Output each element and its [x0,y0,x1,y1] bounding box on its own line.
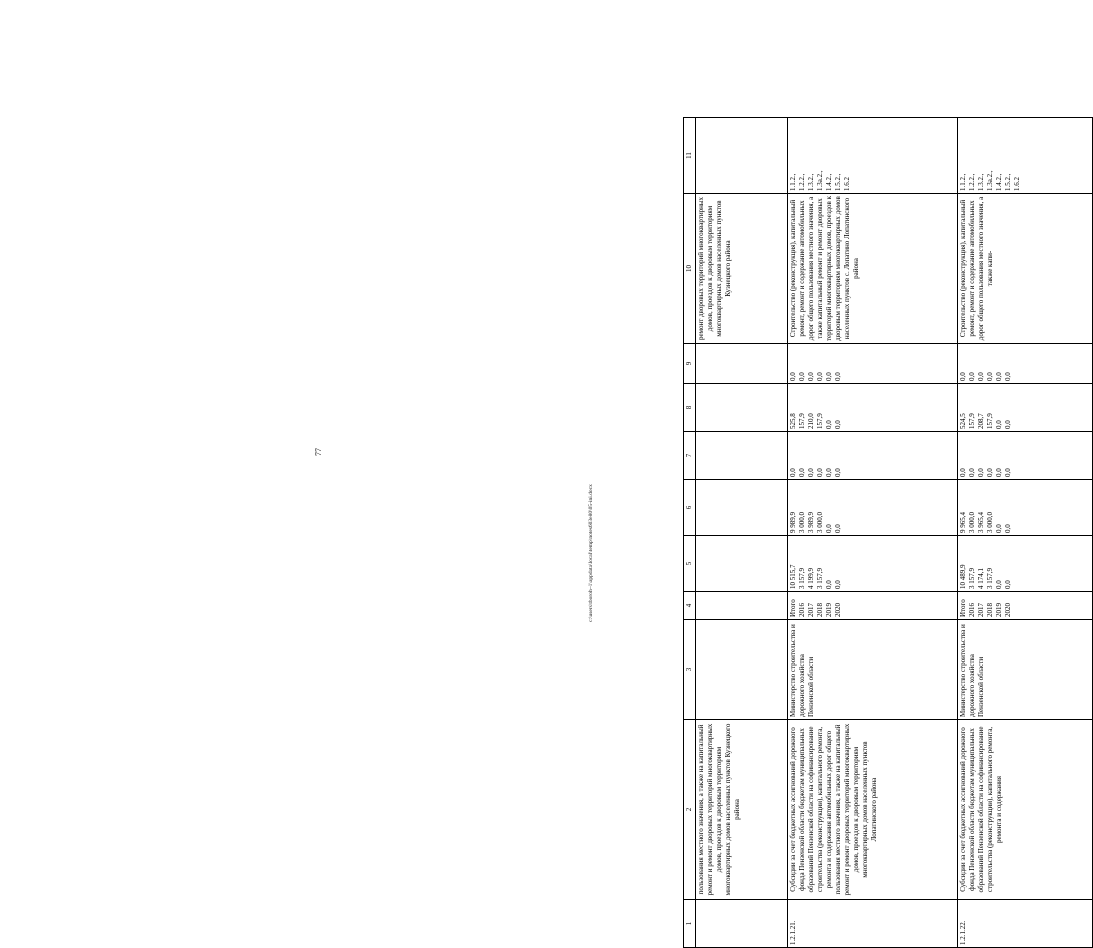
local-budget-cell [788,384,958,432]
amount-value: 0,0 [789,468,797,477]
year-cell [696,592,788,620]
amount-value: 0,0 [995,420,1003,429]
executor-cell [696,620,788,720]
amount-value: 0,0 [834,372,842,381]
amount-value: 0,0 [825,420,833,429]
amount-value: 0,0 [798,468,806,477]
footer-file-path: c:\users\tboroh~1\appdata\local\temp\notes603e80\05-ini.docx [588,484,594,622]
indicator-ref: 1.1.2., [789,173,797,191]
indicator-ref: 1.3а.2., [986,170,994,191]
header-cell: 3 [684,620,696,720]
amount-value: 4 199,9 [807,568,815,589]
measure-name-cell: Субсидии за счет бюджетных ассигнований дорожного фонда Пензенской области бюджетам муниципальных образований Пензенской области на софинансирование строительства (реконструкции), капитального ремонта, ремонта и содержания автомобильных дорог общего пользования местного значения, а также на капитальный ремонт и ремонт дворовых территорий многоквартирных домов, проездов к дворовым территориям многоквартирных домов населенных пунктов Лопатинского района [788,720,958,900]
indicator-ref: 1.2.2., [798,173,806,191]
amount-value: 0,0 [807,372,815,381]
amount-value: 0,0 [816,468,824,477]
year-label: 2019 [995,603,1003,617]
header-cell: 1 [684,900,696,948]
year-label: 2020 [1004,603,1012,617]
year-cell [958,592,1093,620]
amount-value: 208,7 [977,413,985,429]
total-cell [788,536,958,592]
result-cell: Строительство (реконструкция), капитальный ремонт, ремонт и содержание автомобильных дорог общего пользования местного значения, а также капитальный ремонт и ремонт дворовых территорий многоквартирных домов, проездов к дворовым территориям многоквартирных домов населенных пунктов с. Лопатино Лопатинского района [788,194,958,344]
header-cell: 9 [684,344,696,384]
executor-cell: Министерство строительства и дорожного хозяйства Пензенской области [958,620,1093,720]
amount-value: 3 157,9 [798,568,806,589]
year-label: 2018 [986,603,994,617]
amount-value: 0,0 [1004,524,1012,533]
header-cell: 8 [684,384,696,432]
table-row [788,118,958,948]
amount-value: 0,0 [1004,580,1012,589]
amount-value: 4 174,1 [977,568,985,589]
amount-value: 10 489,9 [959,564,967,589]
indicator-ref: 1.5.2., [834,173,842,191]
amount-value: 0,0 [816,372,824,381]
regional-budget-cell [958,480,1093,536]
indicator-ref: 1.6.2 [1013,177,1021,191]
amount-value: 0,0 [959,468,967,477]
indicator-ref: 1.4.2., [995,173,1003,191]
year-label: 2019 [825,603,833,617]
year-label: Итого [789,599,797,617]
header-cell: 4 [684,592,696,620]
amount-value: 0,0 [834,468,842,477]
row-number-cell: 1.2.1.21. [788,900,958,948]
indicator-ref: 1.3а.2., [816,170,824,191]
other-sources-cell [958,344,1093,384]
row-number-cell: 1.2.1.22. [958,900,1093,948]
amount-value: 3 989,9 [807,512,815,533]
header-row [684,118,696,948]
amount-value: 3 157,9 [816,568,824,589]
amount-value: 0,0 [986,468,994,477]
year-label: 2016 [968,603,976,617]
row-number-cell [696,900,788,948]
program-table [683,118,1093,948]
total-cell [958,536,1093,592]
amount-value: 157,9 [798,413,806,429]
header-cell: 7 [684,432,696,480]
header-cell: 11 [684,118,696,194]
header-cell: 6 [684,480,696,536]
amount-value: 3 157,9 [986,568,994,589]
indicator-ref: 1.4.2., [825,173,833,191]
amount-value: 157,9 [816,413,824,429]
result-cell: ремонт дворовых территорий многоквартирных домов, проездов к дворовым территориям многоквартирных домов населенных пунктов Кузнецкого района [696,194,788,344]
amount-value: 0,0 [977,372,985,381]
local-budget-cell [958,384,1093,432]
amount-value: 0,0 [798,372,806,381]
amount-value: 0,0 [959,372,967,381]
amount-value: 0,0 [789,372,797,381]
amount-value: 524,5 [959,413,967,429]
other-sources-cell [788,344,958,384]
year-label: Итого [959,599,967,617]
amount-value: 0,0 [825,580,833,589]
amount-value: 525,8 [789,413,797,429]
header-cell: 10 [684,194,696,344]
amount-value: 0,0 [825,372,833,381]
amount-value: 0,0 [1004,372,1012,381]
regional-budget-cell [696,480,788,536]
regional-budget-cell [788,480,958,536]
amount-value: 157,9 [968,413,976,429]
amount-value: 3 000,0 [968,512,976,533]
federal-budget-cell [958,432,1093,480]
amount-value: 0,0 [995,524,1003,533]
amount-value: 0,0 [977,468,985,477]
indicator-ref: 1.6.2 [843,177,851,191]
table-row-continued [696,118,788,948]
amount-value: 0,0 [807,468,815,477]
indicator-ref: 1.2.2., [968,173,976,191]
indicator-ref: 1.1.2., [959,173,967,191]
year-label: 2017 [807,603,815,617]
indicator-cell [788,118,958,194]
indicator-cell [958,118,1093,194]
table-row [958,118,1093,948]
amount-value: 210,0 [807,413,815,429]
amount-value: 3 157,9 [968,568,976,589]
amount-value: 0,0 [995,468,1003,477]
local-budget-cell [696,384,788,432]
amount-value: 0,0 [1004,420,1012,429]
amount-value: 0,0 [834,420,842,429]
amount-value: 0,0 [825,468,833,477]
indicator-ref: 1.3.2., [977,173,985,191]
result-cell: Строительство (реконструкция), капитальный ремонт, ремонт и содержание автомобильных дорог общего пользования местного значения, а также капи- [958,194,1093,344]
header-cell: 2 [684,720,696,900]
amount-value: 0,0 [825,524,833,533]
amount-value: 0,0 [1004,468,1012,477]
header-cell: 5 [684,536,696,592]
amount-value: 3 000,0 [816,512,824,533]
amount-value: 10 515,7 [789,564,797,589]
indicator-cell [696,118,788,194]
amount-value: 3 000,0 [986,512,994,533]
year-cell [788,592,958,620]
amount-value: 9 989,9 [789,512,797,533]
amount-value: 0,0 [834,524,842,533]
total-cell [696,536,788,592]
amount-value: 0,0 [986,372,994,381]
measure-name-cell: Субсидии за счет бюджетных ассигнований дорожного фонда Пензенской области бюджетам муниципальных образований Пензенской области на софинансирование строительства (реконструкции), капитального ремонта, ремонта и содержания [958,720,1093,900]
amount-value: 0,0 [968,372,976,381]
measure-name-cell: пользования местного значения, а также на капитальный ремонт и ремонт дворовых территорий многоквартирных домов, проездов к дворовым территориям многоквартирных домов населенных пунктов Кузнецкого района [696,720,788,900]
other-sources-cell [696,344,788,384]
year-label: 2017 [977,603,985,617]
amount-value: 3 000,0 [798,512,806,533]
year-label: 2018 [816,603,824,617]
federal-budget-cell [696,432,788,480]
indicator-ref: 1.5.2., [1004,173,1012,191]
amount-value: 3 965,4 [977,512,985,533]
amount-value: 0,0 [834,580,842,589]
year-label: 2016 [798,603,806,617]
page-number: 77 [314,448,323,456]
amount-value: 0,0 [968,468,976,477]
year-label: 2020 [834,603,842,617]
amount-value: 0,0 [995,372,1003,381]
amount-value: 0,0 [995,580,1003,589]
amount-value: 157,9 [986,413,994,429]
executor-cell: Министерство строительства и дорожного хозяйства Пензенской области [788,620,958,720]
amount-value: 9 965,4 [959,512,967,533]
federal-budget-cell [788,432,958,480]
indicator-ref: 1.3.2., [807,173,815,191]
